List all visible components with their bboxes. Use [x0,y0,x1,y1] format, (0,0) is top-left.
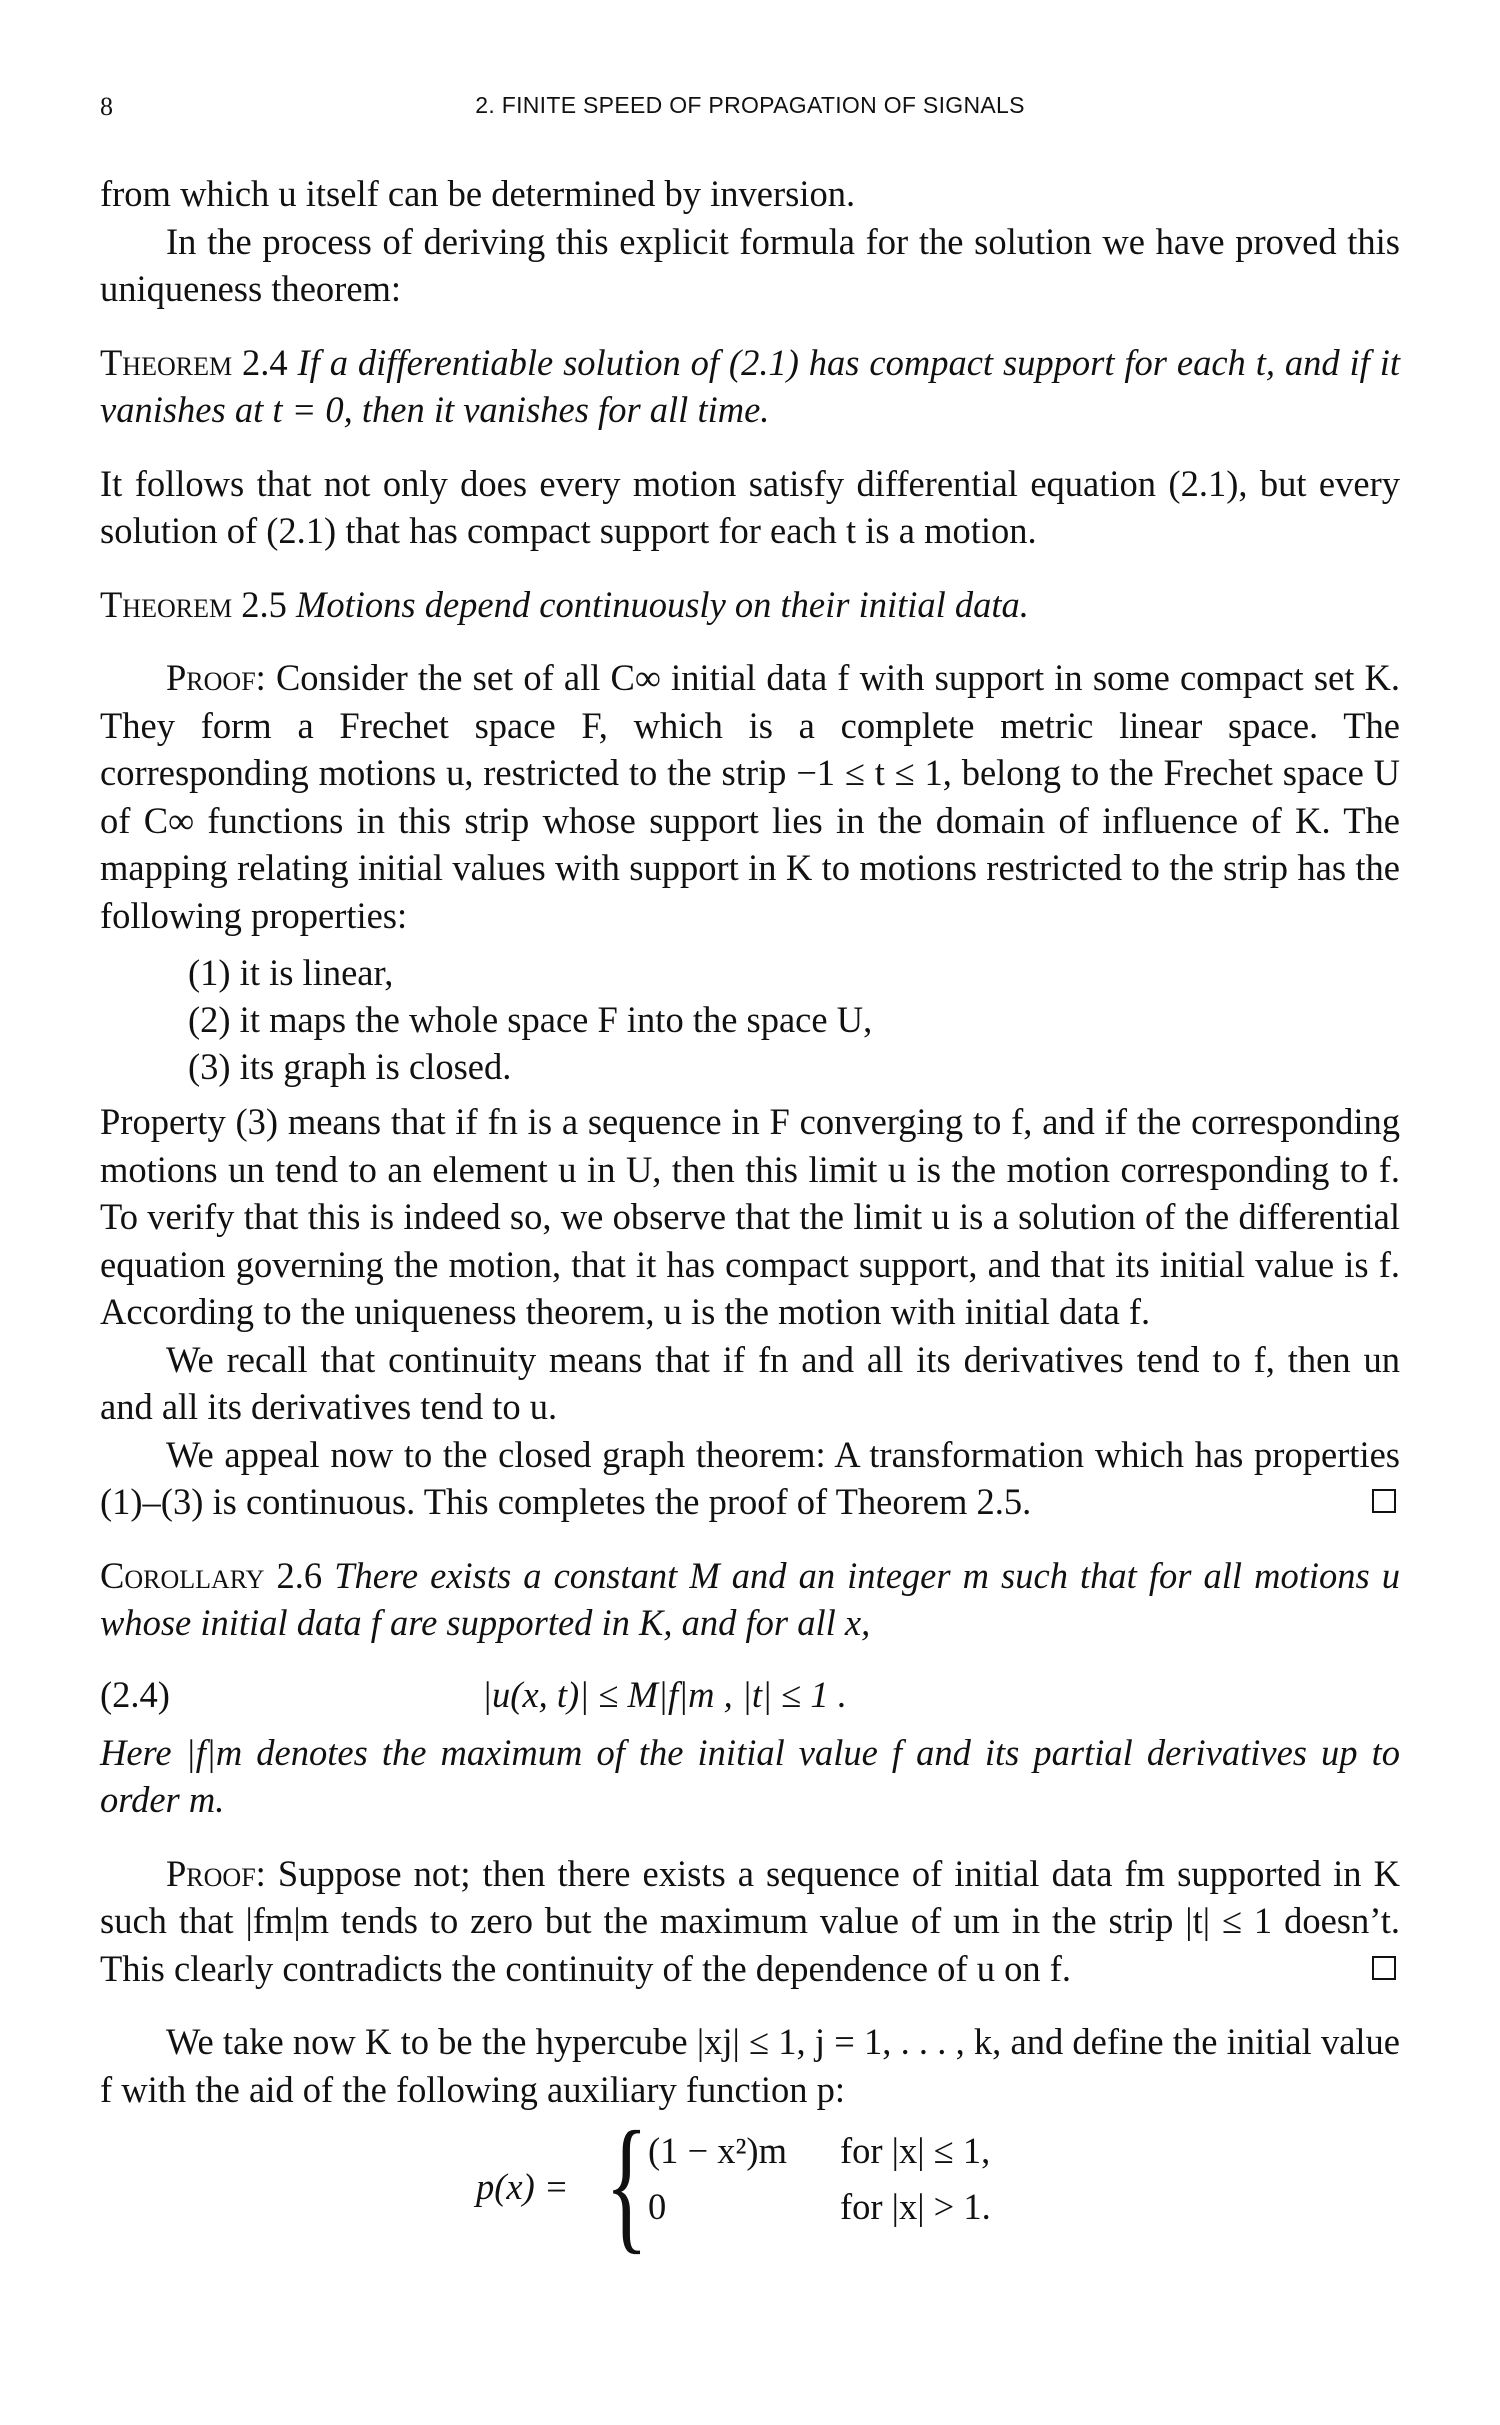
theorem-label: Theorem 2.5 [100,583,287,625]
corollary-2-6 [100,1552,1400,1647]
proof-theorem-2-5 [100,654,1400,939]
equation-2-4 [100,1663,1400,1729]
qed-square-icon [1372,1956,1396,1980]
proof-text: Consider the set of all C∞ initial data f with support in some compact set K. They form a Frechet space F, which is a complete metric linear space. The corresponding motions u, restricted to the strip −1 ≤ t ≤ 1, belong to the Frechet space U of C∞ functions in this strip whose support lies in the domain of influence of K. The mapping relating initial values with support in K to motions restricted to the strip has the following properties: [100,657,1401,936]
list-item: (3) its graph is closed. [188,1046,512,1087]
closed-graph-text: We appeal now to the closed graph theorem: A transformation which has properties (1)–(3) is continuous. This completes the proof of Theorem 2.5. [100,1433,1400,1522]
running-head-title: 2. FINITE SPEED OF PROPAGATION OF SIGNALS [475,92,1025,118]
paragraph-inversion: from which u itself can be determined by inversion. [100,173,856,214]
case-2-expression: 0 [648,2186,667,2227]
list-item: (1) it is linear, [188,952,394,993]
running-header [100,92,1400,132]
page-number: 8 [100,92,113,121]
theorem-label: Theorem 2.4 [100,341,288,383]
paragraph-closed-graph [100,1431,1400,1526]
property-list [188,949,1400,1090]
theorem-2-5 [100,581,1400,629]
proof-text: Suppose not; then there exists a sequence of initial data fm supported in K such that |fm|m tends to zero but the maximum value of um in the strip |t| ≤ 1 doesn’t. This clearly contradicts the continuity of the dependence of u on f. [100,1852,1401,1989]
qed-square-icon [1372,1489,1396,1513]
case-1-expression: (1 − x²)m [648,2130,787,2171]
paragraph-every-motion: It follows that not only does every motion satisfy differential equation (2.1), but every solution of (2.1) that has compact support for each t is a motion. [100,462,1400,551]
paragraph-continuity: We recall that continuity means that if fn and all its derivatives tend to f, then un and all its derivatives tend to u. [100,1338,1400,1427]
equation-formula: |u(x, t)| ≤ M|f|m , |t| ≤ 1 . [482,1673,847,1715]
case-2-condition: for |x| > 1. [840,2186,991,2227]
proof-label: Proof: [166,657,266,698]
paragraph-property-3: Property (3) means that if fn is a sequence in F converging to f, and if the corresponding motions un tend to an element u in U, then this limit u is the motion corresponding to f. To verify that this is indeed so, we observe that the limit u is a solution of the differential equation governing the motion, that it has compact support, and that its initial value is f. According to the uniqueness theorem, u is the motion with initial data f. [100,1101,1400,1332]
paragraph-uniqueness-intro: In the process of deriving this explicit formula for the solution we have proved this uniqueness theorem: [100,220,1400,309]
corollary-text: There exists a constant M and an integer m such that for all motions u whose initial data f are supported in K, and for all x, [100,1554,1401,1643]
piecewise-lhs: p(x) = [476,2166,569,2207]
corollary-label: Corollary 2.6 [100,1554,323,1596]
list-item: (2) it maps the whole space F into the space U, [188,999,873,1040]
piecewise-definition [100,2101,1400,2267]
proof-corollary-2-6 [100,1850,1400,1993]
theorem-text: Motions depend continuously on their initial data. [295,583,1029,625]
paragraph-hypercube: We take now K to be the hypercube |xj| ≤ 1, j = 1, . . . , k, and define the initial value f with the aid of the following auxiliary function p: [100,2021,1400,2110]
theorem-text: If a differentiable solution of (2.1) has compact support for each t, and if it vanishes at t = 0, then it vanishes for all time. [100,341,1401,430]
proof-label: Proof: [166,1852,266,1894]
theorem-2-4 [100,339,1400,434]
left-brace-icon: { [605,2101,649,2267]
page-body [100,170,1401,2267]
corollary-note: Here |f|m denotes the maximum of the initial value f and its partial derivatives up to order m. [100,1731,1400,1820]
equation-number: (2.4) [100,1673,170,1715]
case-1-condition: for |x| ≤ 1, [840,2130,991,2171]
